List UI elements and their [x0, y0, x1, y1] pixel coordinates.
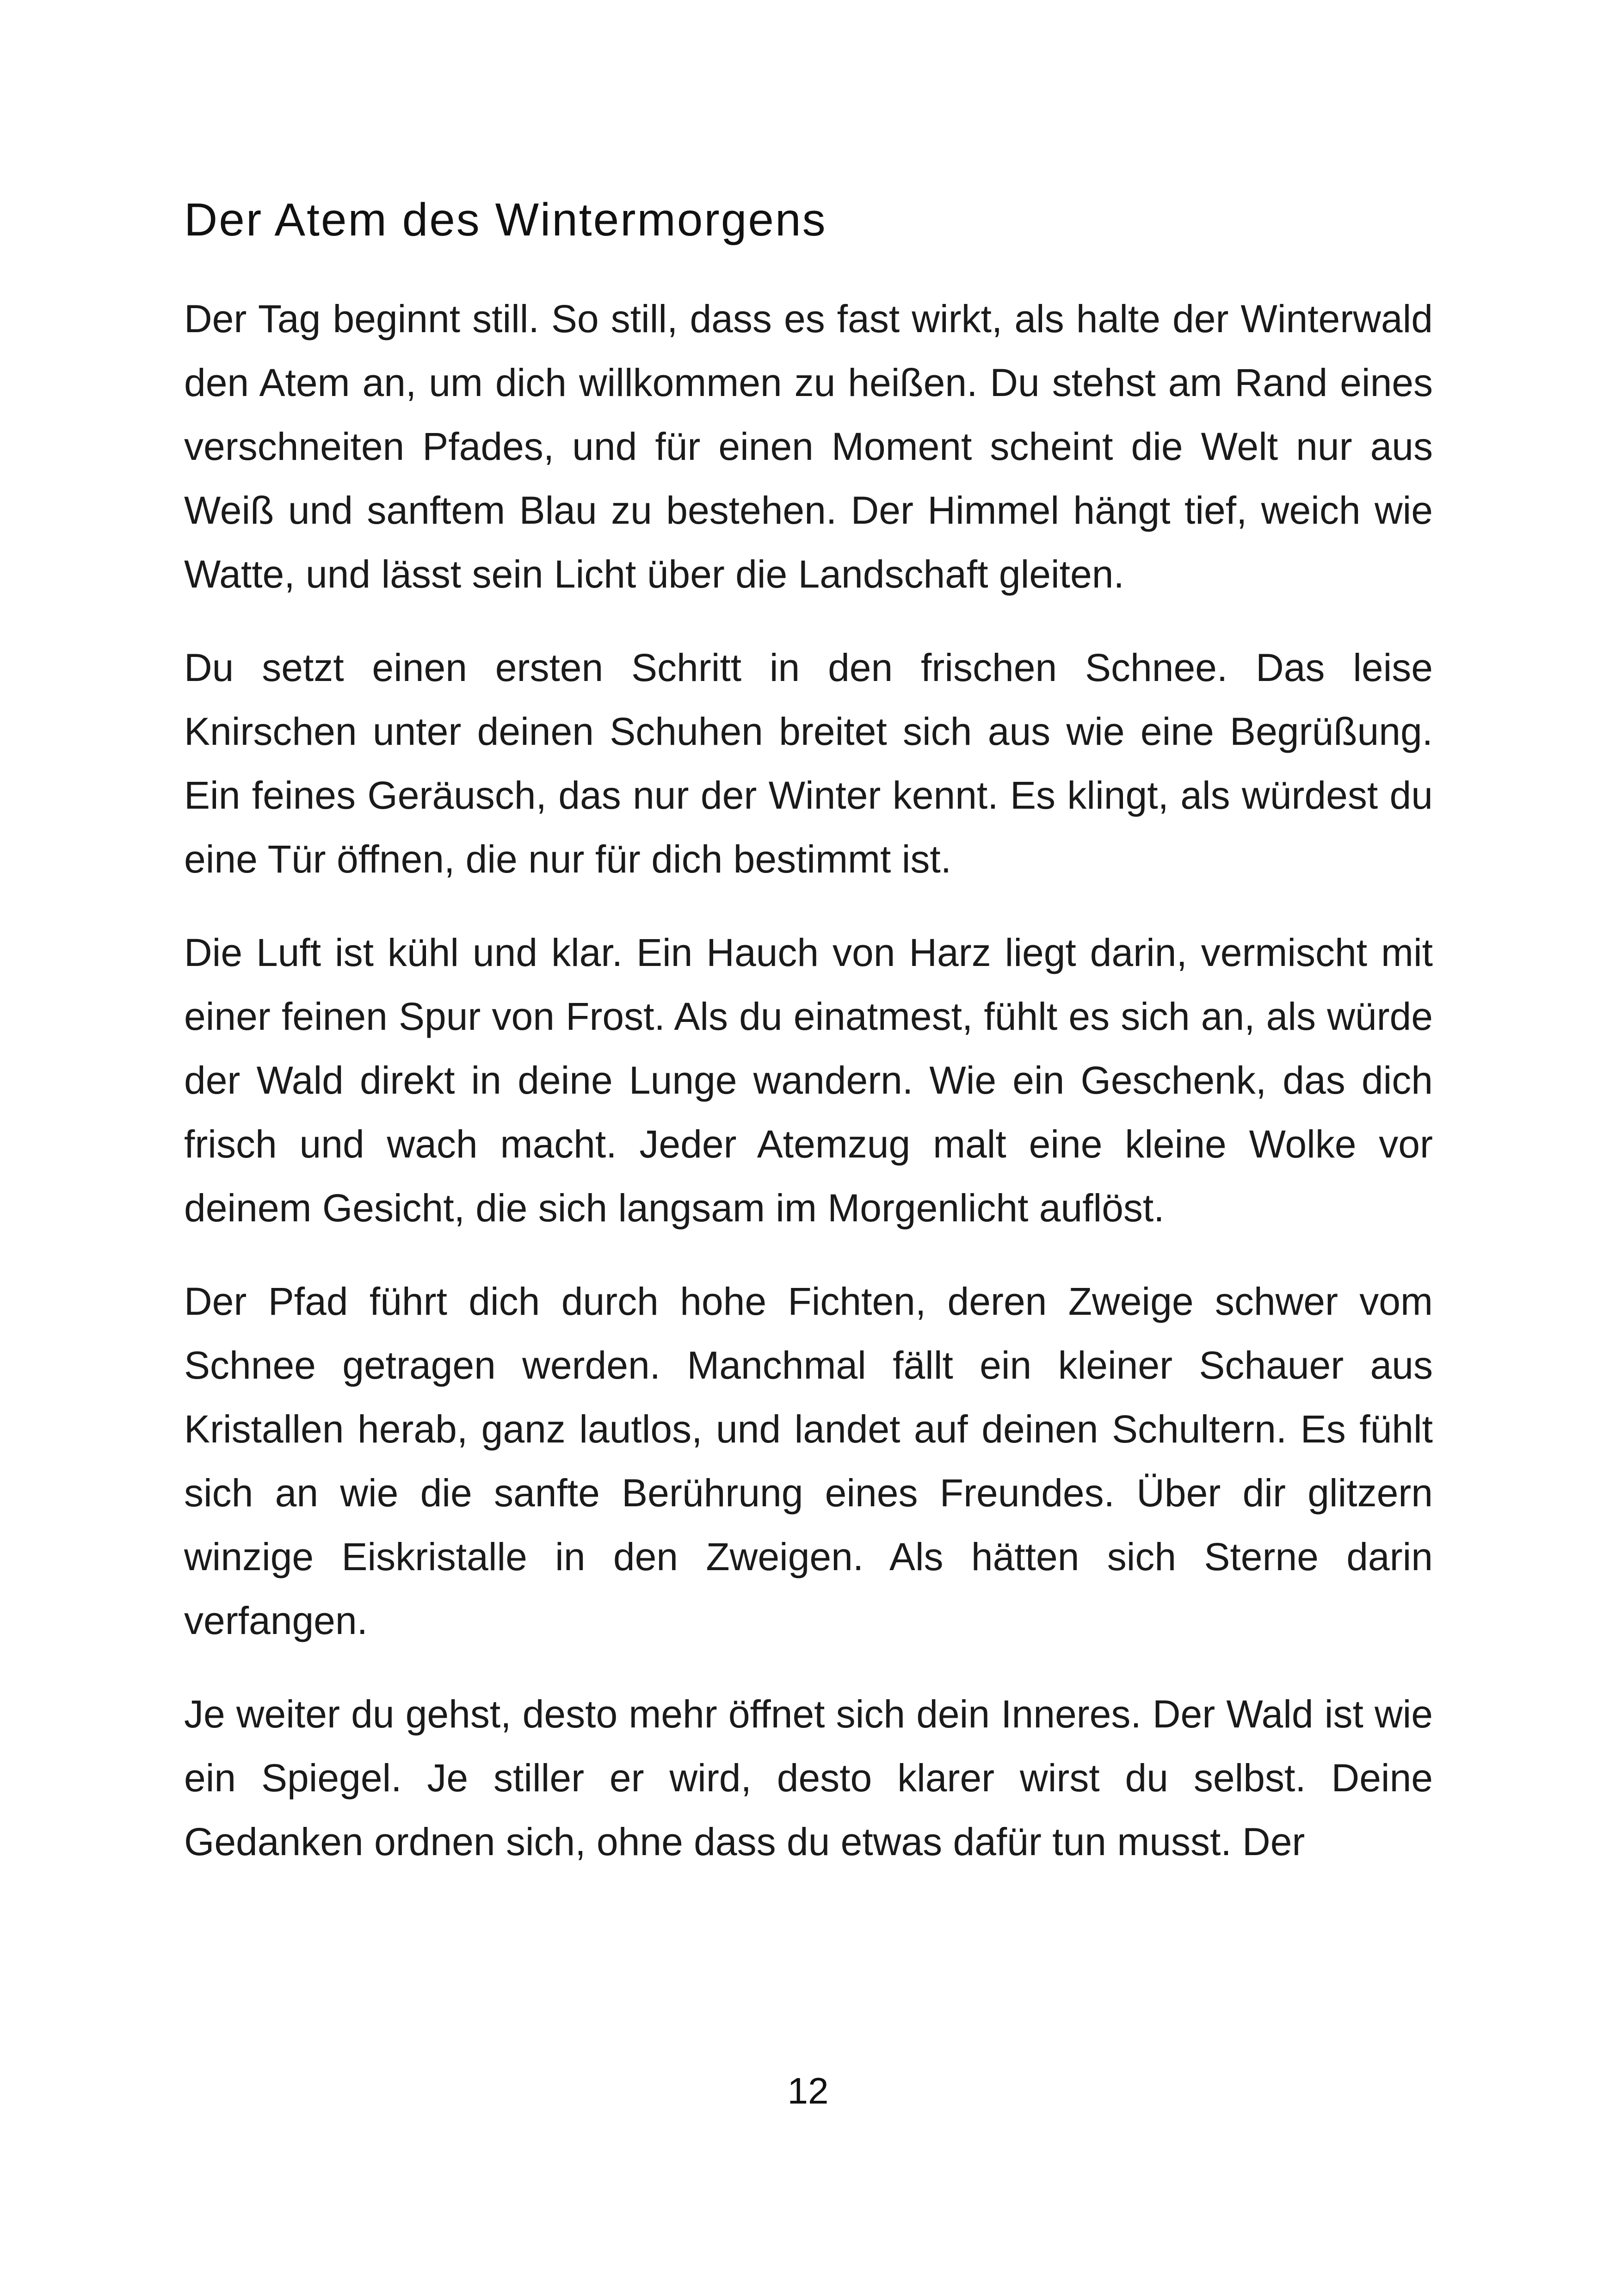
page-content — [184, 185, 1433, 1903]
chapter-title: Der Atem des Wintermorgens — [184, 194, 827, 246]
paragraph-5: Je weiter du gehst, desto mehr öffnet sich dein Inneres. Der Wald ist wie ein Spiegel. Je stiller er wird, desto klarer wirst du selbst. Deine Gedanken ordnen sich, ohne dass du etwas dafür tun musst. Der — [184, 1692, 1433, 1863]
paragraph-2: Du setzt einen ersten Schritt in den frischen Schnee. Das leise Knirschen unter deinen Schuhen breitet sich aus wie eine Begrüßung. Ein feines Geräusch, das nur der Winter kennt. Es klingt, als würdest du eine Tür öffnen, die nur für dich bestimmt ist. — [184, 646, 1433, 881]
paragraph-3: Die Luft ist kühl und klar. Ein Hauch von Harz liegt darin, vermischt mit einer feinen Spur von Frost. Als du einatmest, fühlt es sich an, als würde der Wald direkt in deine Lunge wandern. Wie ein Geschenk, das dich frisch und wach macht. Jeder Atemzug malt eine kleine Wolke vor deinem Gesicht, die sich langsam im Morgenlicht auflöst. — [184, 931, 1433, 1230]
paragraph-4: Der Pfad führt dich durch hohe Fichten, deren Zweige schwer vom Schnee getragen werden. Manchmal fällt ein kleiner Schauer aus Kristallen herab, ganz lautlos, und landet auf deinen Schultern. Es fühlt sich an wie die sanfte Berührung eines Freundes. Über dir glitzern winzige Eiskristalle in den Zweigen. Als hätten sich Sterne darin verfangen. — [184, 1280, 1433, 1642]
page-number: 12 — [787, 2070, 829, 2111]
paragraph-1: Der Tag beginnt still. So still, dass es fast wirkt, als halte der Winterwald den Atem an, um dich willkommen zu heißen. Du stehst am Rand eines verschneiten Pfades, und für einen Moment scheint die Welt nur aus Weiß und sanftem Blau zu bestehen. Der Himmel hängt tief, weich wie Watte, und lässt sein Licht über die Landschaft gleiten. — [184, 297, 1433, 596]
